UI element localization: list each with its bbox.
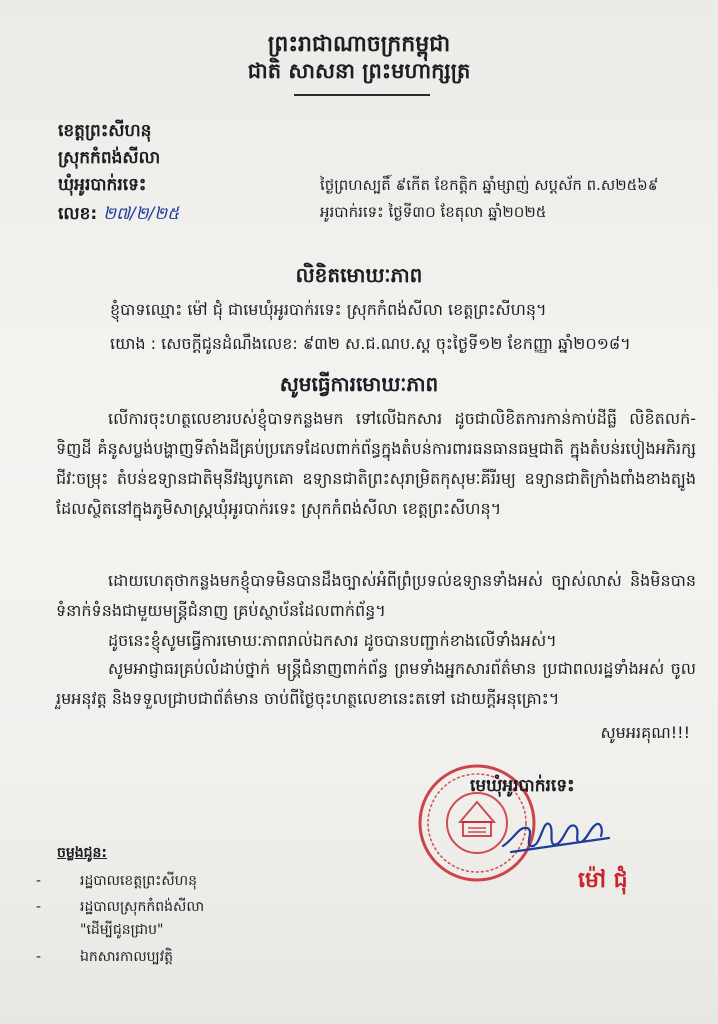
sender-commune: ឃុំអូរបាក់រទេះ	[58, 175, 147, 195]
header-divider	[294, 94, 430, 96]
signature-title: មេឃុំអូរបាក់រទេះ	[470, 776, 575, 796]
letter-subtitle: សូមធ្វើការមោឃៈភាព	[279, 372, 439, 396]
cc-item: - ឯកសារកាលប្បវត្តិ	[36, 949, 174, 965]
signer-name: ម៉ៅ ជុំ	[578, 868, 628, 893]
cc-item: - រដ្ឋបាលខេត្តព្រះសីហនុ	[36, 873, 197, 889]
paragraph-4: សូមអាជ្ញាធរគ្រប់លំដាប់ថ្នាក់ មន្ត្រីជំនាញពាក់ព័ន្ធ ព្រមទាំងអ្នកសារព័ត៌មាន ប្រជាពលរដ្ឋទាំងអស់ ចូលរួមអនុវត្ត និងទទួលជ្រាបជាព័ត៌មាន ចាប់ពីថ្ងៃចុះហត្ថលេខានេះតទៅ ដោយក្តីអនុគ្រោះ។	[56, 659, 696, 708]
handwritten-signature-icon	[497, 808, 617, 860]
cc-item	[36, 920, 163, 941]
kingdom-heading: ព្រះរាជាណាចក្រកម្ពុជា	[267, 32, 451, 57]
paragraph-1: លើការចុះហត្ថលេខារបស់ខ្ញុំបាទកន្លងមក ទៅលើឯកសារ ដូចជាលិខិតការកាន់កាប់ដីធ្លី លិខិតលក់-ទិញដី គំនូសប្លង់បង្ហាញទីតាំងដីគ្រប់ប្រភេទដែលពាក់ព័ន្ធក្នុងតំបន់ការពារធនធានធម្មជាតិ ក្នុងតំបន់របៀងអភិរក្សជីវៈចម្រុះ តំបន់ឧទ្យានជាតិមុនីវង្សបូកគោ ឧទ្យានជាតិព្រះសុរាម្រិតកុសុមៈគីរីរម្យ ឧទ្យានជាតិក្រាំងពាំងខាងត្បូង ដែលស្ថិតនៅក្នុងភូមិសាស្ត្រឃុំអូរបាក់រទេះ ស្រុកកំពង់សីលា ខេត្តព្រះសីហនុ។	[56, 409, 696, 518]
cc-item: - រដ្ឋបាលស្រុកកំពង់សីលា	[36, 899, 205, 915]
cc-item-text: ឯកសារកាលប្បវត្តិ	[80, 949, 174, 965]
intro-line-1: ខ្ញុំបាទឈ្មោះ ម៉ៅ ជុំ ជាមេឃុំអូរបាក់រទេះ ស្រុកកំពង់សីលា ខេត្តព្រះសីហនុ។	[110, 300, 547, 319]
cc-heading: ចម្លងជូន:	[57, 845, 108, 861]
sender-district: ស្រុកកំពង់សីលា	[58, 148, 161, 168]
lunar-date: ថ្ងៃព្រហស្បតិ៍ ៩កើត ខែកត្តិក ឆ្នាំម្សាញ់ សប្តស័ក ព.ស២៥៦៩	[320, 176, 659, 194]
solar-date: អូរបាក់រទេះ ថ្ងៃទី៣០ ខែតុលា ឆ្នាំ២០២៥	[320, 203, 547, 221]
reference-number	[58, 203, 179, 228]
cc-item-text: រដ្ឋបាលខេត្តព្រះសីហនុ	[80, 873, 197, 889]
reference-label: លេខ:	[58, 204, 98, 224]
cc-item-text: រដ្ឋបាលស្រុកកំពង់សីលា	[80, 899, 205, 915]
thanks-note: សូមអរគុណ!!!	[600, 723, 690, 742]
letter-title: លិខិតមោឃៈភាព	[295, 263, 423, 287]
cc-item-text: "ដើម្បីជូនជ្រាប"	[80, 922, 164, 938]
paragraph-3: ដូចនេះខ្ញុំសូមធ្វើការមោឃៈភាពរាល់ឯកសារ ដូចបានបញ្ជាក់ខាងលើទាំងអស់។	[108, 631, 557, 650]
intro-line-2: យោង : សេចក្តីជូនដំណឹងលេខ: ៩៣២ ស.ជ.ណប.ស្ត ចុះថ្ងៃទី១២ ខែកញ្ញា ឆ្នាំ២០១៨។	[110, 334, 631, 353]
paragraph-2: ដោយហេតុថាកន្លងមកខ្ញុំបាទមិនបានដឹងច្បាស់អំពីព្រំប្រទល់ឧទ្យានទាំងអស់ ច្បាស់លាស់ និងមិនបានទំនាក់ទំនងជាមួយមន្ត្រីជំនាញ គ្រប់ស្ថាប័នដែលពាក់ព័ន្ធ។	[56, 571, 696, 620]
reference-value: ២៧/២/២៥	[103, 204, 180, 224]
national-motto: ជាតិ សាសនា ព្រះមហាក្សត្រ	[247, 59, 471, 83]
sender-province: ខេត្តព្រះសីហនុ	[58, 121, 152, 141]
